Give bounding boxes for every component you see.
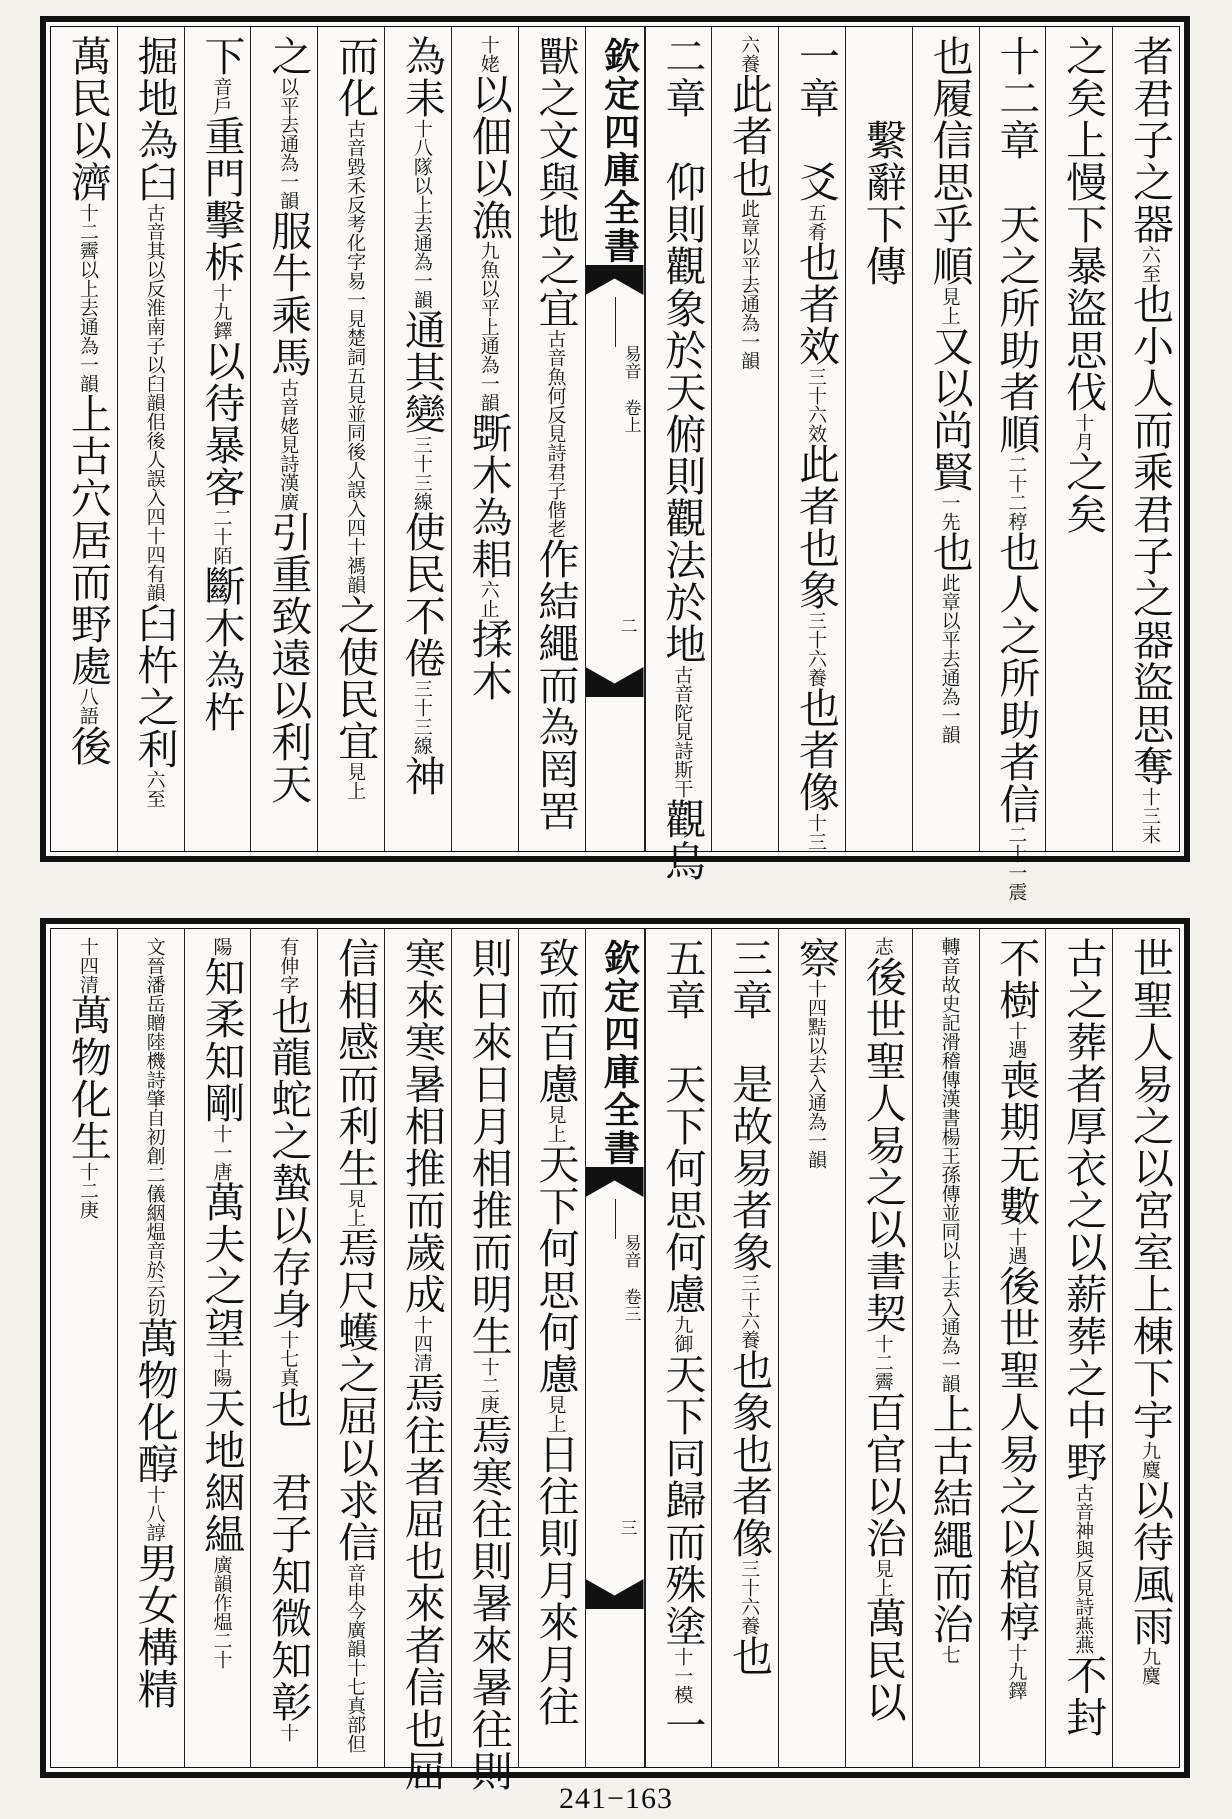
center-fold-banner bbox=[585, 27, 645, 851]
text-column: 者君子之器六至也小人而乘君子之器盜思奪十三末 bbox=[1112, 27, 1179, 851]
banner-rule bbox=[615, 1199, 616, 1239]
book-title: 欽定四庫全書 bbox=[598, 939, 641, 1167]
text-column: 致而百慮見上天下何思何慮見上日往則月來月往 bbox=[518, 929, 585, 1767]
text-column: 萬民以濟十二霽以上去通為一韻上古穴居而野處八語後 bbox=[63, 35, 112, 767]
text-column: 則日來日月相推而明生十二庚焉寒往則暑來暑往則 bbox=[451, 929, 518, 1767]
text-column: 有伸字也龍蛇之蟄以存身十七真也 君子知微知彰十 bbox=[250, 929, 317, 1767]
text-column: 信相感而利生見上焉尺蠖之屈以求信音申今廣韻十七真部但 bbox=[317, 929, 384, 1767]
leaf-number: 二 bbox=[616, 617, 637, 634]
fishtail-mark-upper bbox=[586, 265, 644, 295]
text-column: 文晉潘岳贈陸機詩肇自初創二儀絪煴音於云切萬物化醇十八諄男女構精 bbox=[117, 929, 184, 1767]
bottom-page-panel bbox=[40, 918, 1190, 1792]
volume-label: 易音 卷三 bbox=[620, 1234, 641, 1322]
text-column: 寒來寒暑相推而歲成十四清焉往者屈也來者信也屈 bbox=[384, 929, 451, 1767]
text-column: 六養此者也此章以平去通為一韻 bbox=[711, 27, 778, 851]
center-fold-banner bbox=[585, 929, 645, 1767]
text-column: 陽知柔知剛十一唐萬夫之望十陽天地絪緼廣韻作煴二十 bbox=[184, 929, 251, 1767]
text-column: 之矣上慢下暴盜思伐十月之矣 bbox=[1045, 27, 1112, 851]
text-column: 志後世聖人易之以書契十二霽百官以治見上萬民以 bbox=[845, 929, 912, 1767]
fishtail-mark-lower bbox=[586, 1579, 644, 1609]
text-column: 而化古音毀禾反考化字易一見楚詞五見並同後人誤入四十禡韻之使民宜見上 bbox=[317, 27, 384, 851]
text-column: 獸之文與地之宜古音魚何反見詩君子偕老作結繩而為罔罟 bbox=[518, 27, 585, 851]
text-column: 十四清萬物化生十二庚 bbox=[63, 937, 112, 1219]
section-heading-column: 繫辭下傳 bbox=[845, 27, 912, 851]
text-column: 十二章 天之所助者順二十二稕也人之所助者信二十一震 bbox=[979, 27, 1046, 851]
text-column: 二章 仰則觀象於天俯則觀法於地古音陀見詩斯干觀鳥 bbox=[645, 27, 712, 851]
text-column: 察十四黠以去入通為一韻 bbox=[778, 929, 845, 1767]
text-column: 也履信思乎順見上又以尚賢一先也此章以平去通為一韻 bbox=[912, 27, 979, 851]
fishtail-mark-upper bbox=[586, 1167, 644, 1197]
top-page-columns bbox=[50, 26, 1180, 901]
text-column: 之以平去通為一韻服牛乘馬古音姥見詩漢廣引重致遠以利天 bbox=[250, 27, 317, 851]
text-column: 五章 天下何思何慮九御天下同歸而殊塗十一模一 bbox=[645, 929, 712, 1767]
text-column: 為耒十八隊以上去通為一韻通其變三十三線使民不倦三十三線神 bbox=[384, 27, 451, 851]
bottom-page-columns bbox=[50, 928, 1180, 1792]
text-column: 世聖人易之以宮室上棟下宇九麌以待風雨九麌 bbox=[1112, 929, 1179, 1767]
leaf-number: 三 bbox=[616, 1519, 637, 1536]
text-column: 一章 爻五肴也者效三十六效此者也象三十六養也者像十三 bbox=[778, 27, 845, 851]
text-column: 三章 是故易者象三十六養也象也者像三十六養也 bbox=[711, 929, 778, 1767]
page-number: 241−163 bbox=[559, 1782, 673, 1815]
book-title: 欽定四庫全書 bbox=[598, 37, 641, 265]
text-column: 十姥以佃以漁九魚以平上通為一韻斲木為耜六止揉木 bbox=[451, 27, 518, 851]
fishtail-mark-lower bbox=[586, 667, 644, 697]
text-column: 下音戶重門擊柝十九鐸以待暴客二十陌斷木為杵 bbox=[184, 27, 251, 851]
text-column: 不樹十遇喪期无數十遇後世聖人易之以棺椁十九鐸 bbox=[979, 929, 1046, 1767]
volume-label: 易音 卷上 bbox=[620, 345, 641, 433]
banner-rule bbox=[615, 297, 616, 347]
top-page-panel bbox=[40, 16, 1190, 901]
text-column: 掘地為臼古音其以反淮南子以臼韻佀後人誤入四十四有韻臼杵之利六至 bbox=[117, 27, 184, 851]
text-column: 轉音故史記滑稽傳漢書楊王孫傳並同以上去入通為一韻上古結繩而治七 bbox=[912, 929, 979, 1767]
text-column: 古之葬者厚衣之以薪葬之中野古音神與反見詩燕燕不封 bbox=[1045, 929, 1112, 1767]
